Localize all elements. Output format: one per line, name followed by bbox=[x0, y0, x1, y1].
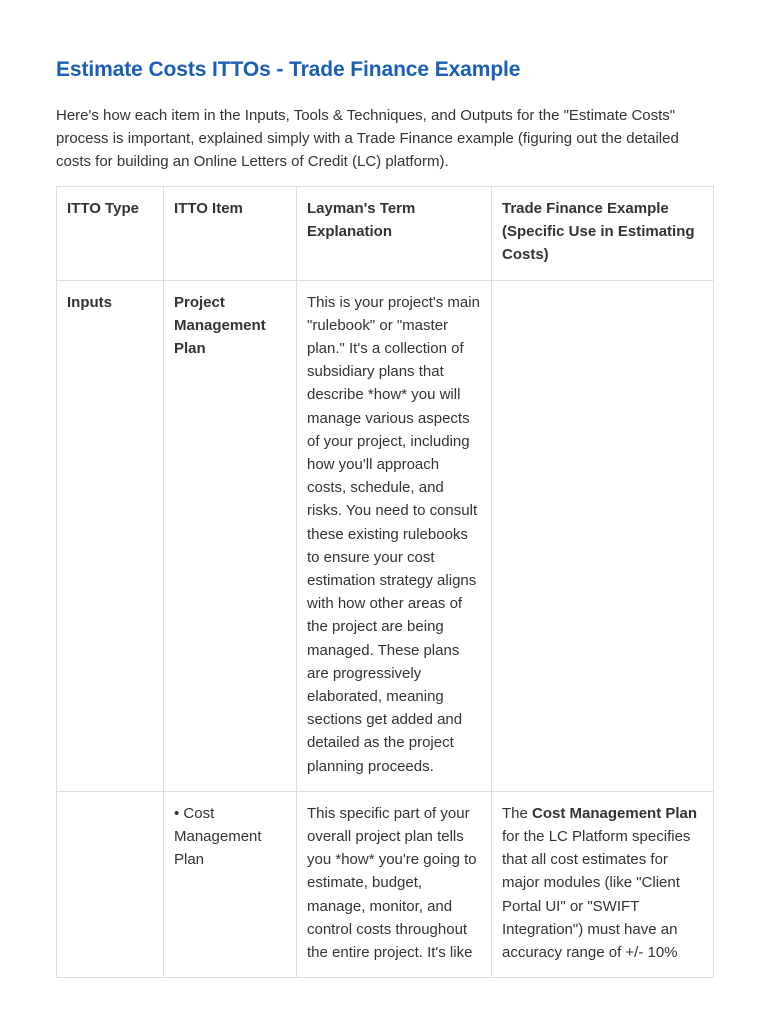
page-title: Estimate Costs ITTOs - Trade Finance Example bbox=[56, 58, 521, 81]
cell-itto-type bbox=[57, 791, 164, 977]
cell-explanation: This is your project's main "rulebook" or "master plan." It's a collection of subsidiary plans that describe *how* you will manage various aspects of your project, including how you'll approach costs, schedule, and risks. You need to consult these existing rulebooks to ensure your cost estimation strategy aligns with how other areas of the project are being managed. These plans are progressively elaborated, meaning sections get added and detailed as the project planning proceeds. bbox=[297, 280, 492, 791]
cell-example bbox=[492, 791, 714, 977]
cell-itto-item: Project Management Plan bbox=[164, 280, 297, 791]
table-row bbox=[57, 280, 714, 791]
header-itto-type: ITTO Type bbox=[57, 187, 164, 281]
example-suffix: for the LC Platform specifies that all cost estimates for major modules (like "Client Portal UI" or "SWIFT Integration") must have an accuracy range of +/- 10% bbox=[502, 828, 691, 962]
example-prefix: The bbox=[502, 804, 533, 822]
cell-itto-item: • Cost Management Plan bbox=[164, 791, 297, 977]
header-trade-finance-example: Trade Finance Example (Specific Use in Estimating Costs) bbox=[492, 187, 714, 281]
example-bold-term: Cost Management Plan bbox=[532, 804, 698, 822]
table-header-row bbox=[57, 187, 714, 281]
itto-table bbox=[56, 186, 714, 978]
intro-paragraph: Here's how each item in the Inputs, Tools & Techniques, and Outputs for the "Estimate Costs" process is important, explained simply with a Trade Finance example (figuring out the detailed costs for building an Online Letters of Credit (LC) platform). bbox=[56, 107, 679, 170]
header-layman-explanation: Layman's Term Explanation bbox=[297, 187, 492, 281]
cell-explanation: This specific part of your overall project plan tells you *how* you're going to estimate, budget, manage, monitor, and control costs throughout the entire project. It's like bbox=[297, 791, 492, 977]
cell-itto-type: Inputs bbox=[57, 280, 164, 791]
header-itto-item: ITTO Item bbox=[164, 187, 297, 281]
table-row bbox=[57, 791, 714, 977]
cell-example bbox=[492, 280, 714, 791]
